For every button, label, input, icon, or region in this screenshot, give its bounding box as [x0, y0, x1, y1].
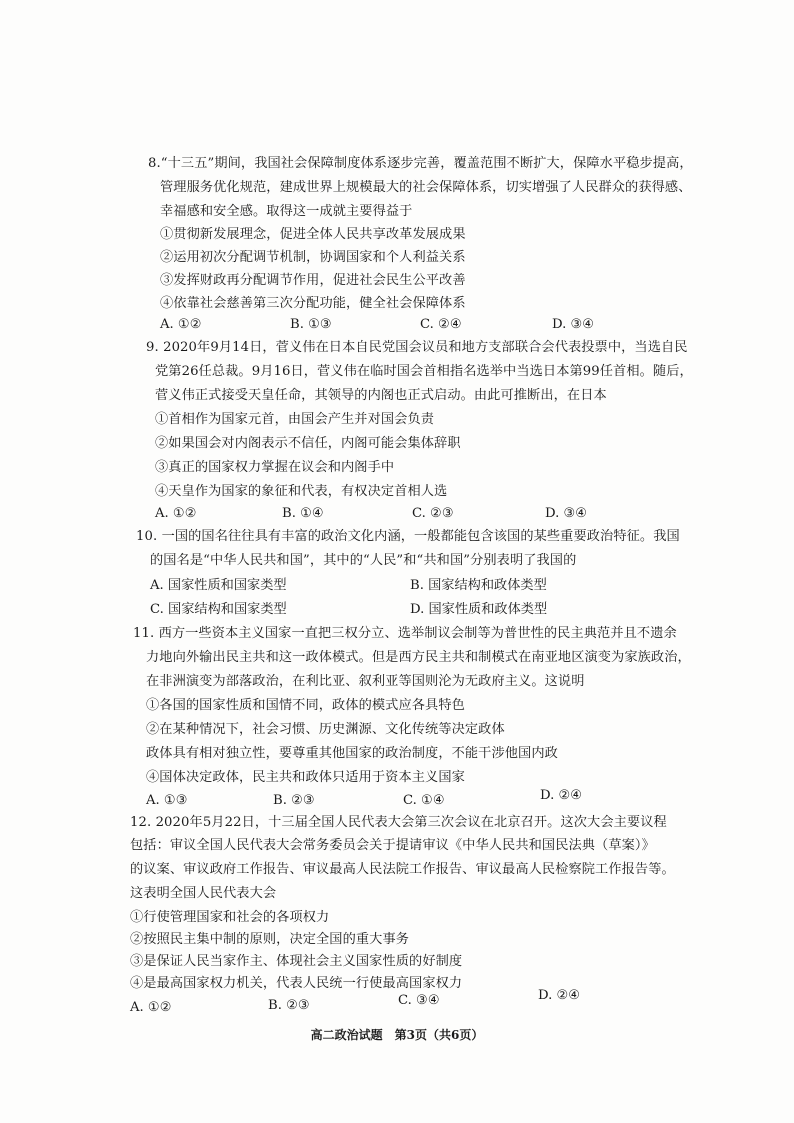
- statement-item: 政体具有相对独立性，要尊重其他国家的政治制度，不能干涉他国内政: [146, 746, 558, 761]
- question-10-line: 的国名是“中华人民共和国”，其中的“人民”和“共和国”分别表明了我国的: [150, 553, 577, 568]
- statement-item: ④国体决定政体，民主共和政体只适用于资本主义国家: [146, 770, 465, 785]
- option-b: B. ①④: [282, 506, 324, 521]
- question-12-line: 的议案、审议政府工作报告、审议最高人民法院工作报告、审议最高人民检察院工作报告等。: [130, 862, 675, 877]
- question-11-line: 在非洲演变为部落政治，在利比亚、叙利亚等国则沦为无政府主义。这说明: [146, 674, 585, 689]
- option-c: C. 国家结构和国家类型: [150, 602, 287, 617]
- statement-item: ①首相作为国家元首，由国会产生并对国会负责: [155, 412, 435, 427]
- question-12-line: 这表明全国人民代表大会: [130, 886, 277, 901]
- question-8-line: 8.“十三五”期间，我国社会保障制度体系逐步完善，覆盖范围不断扩大，保障水平稳步提高，: [148, 156, 693, 171]
- option-a: A. ①②: [155, 506, 197, 521]
- question-9-line: 党第26任总裁。9月16日，菅义伟在临时国会首相指名选举中当选日本第99任首相。随后，: [155, 364, 693, 379]
- question-8-line: 幸福感和安全感。取得这一成就主要得益于: [160, 204, 413, 219]
- option-b: B. 国家结构和政体类型: [410, 578, 547, 593]
- option-b: B. ②③: [273, 793, 315, 808]
- statement-item: ③真正的国家权力掌握在议会和内阁手中: [155, 460, 395, 475]
- option-a: A. 国家性质和国家类型: [150, 578, 287, 593]
- statement-item: ①贯彻新发展理念，促进全体人民共享改革发展成果: [160, 227, 466, 242]
- statement-item: ③发挥财政再分配调节作用，促进社会民生公平改善: [160, 273, 466, 288]
- option-d: D. ②④: [540, 788, 583, 803]
- option-d: D. ③④: [545, 506, 588, 521]
- question-11-line: 11. 西方一些资本主义国家一直把三权分立、选举制议会制等为普世性的民主典范并且不遗余: [133, 626, 677, 641]
- statement-item: ②按照民主集中制的原则，决定全国的重大事务: [130, 932, 410, 947]
- question-9-line: 9. 2020年9月14日，菅义伟在日本自民党国会议员和地方支部联合会代表投票中，当选自民: [146, 340, 688, 355]
- statement-item: ③是保证人民当家作主、体现社会主义国家性质的好制度: [130, 954, 463, 969]
- statement-item: ④天皇作为国家的象征和代表，有权决定首相人选: [155, 484, 448, 499]
- option-a: A. ①③: [146, 793, 188, 808]
- option-b: B. ①③: [290, 317, 332, 332]
- statement-item: ②如果国会对内阁表示不信任，内阁可能会集体辞职: [155, 436, 461, 451]
- question-11-line: 力地向外输出民主共和这一政体模式。但是西方民主共和制模式在南亚地区演变为家族政治，: [146, 650, 691, 665]
- statement-item: ④是最高国家权力机关，代表人民统一行使最高国家权力: [130, 976, 463, 991]
- question-9-line: 菅义伟正式接受天皇任命，其领导的内阁也正式启动。由此可推断出，在日本: [155, 388, 607, 403]
- option-d: D. ③④: [552, 317, 595, 332]
- statement-item: ②在某种情况下，社会习惯、历史渊源、文化传统等决定政体: [146, 722, 505, 737]
- option-c: C. ②③: [412, 506, 454, 521]
- page-footer: 高二政治试题 第3页（共6页）: [310, 1028, 484, 1042]
- option-b: B. ②③: [268, 998, 310, 1013]
- question-10-line: 10. 一国的国名往往具有丰富的政治文化内涵，一般都能包含该国的某些重要政治特征。我国: [136, 529, 680, 544]
- option-c: C. ①④: [403, 793, 445, 808]
- question-12-line: 12. 2020年5月22日，十三届全国人民代表大会第三次会议在北京召开。这次大会主要议程: [130, 815, 667, 830]
- option-a: A. ①②: [160, 317, 202, 332]
- option-d: D. 国家性质和政体类型: [410, 602, 548, 617]
- question-8-line: 管理服务优化规范，建成世界上规模最大的社会保障体系，切实增强了人民群众的获得感、: [160, 180, 692, 195]
- option-c: C. ③④: [398, 993, 440, 1008]
- statement-item: ②运用初次分配调节机制，协调国家和个人利益关系: [160, 250, 466, 265]
- question-12-line: 包括：审议全国人民代表大会常务委员会关于提请审议《中华人民共和国民法典（草案）》: [130, 838, 655, 853]
- statement-item: ①各国的国家性质和国情不同，政体的模式应各具特色: [146, 698, 465, 713]
- statement-item: ①行使管理国家和社会的各项权力: [130, 910, 330, 925]
- option-c: C. ②④: [420, 317, 462, 332]
- statement-item: ④依靠社会慈善第三次分配功能，健全社会保障体系: [160, 296, 466, 311]
- option-a: A. ①②: [130, 1000, 172, 1015]
- option-d: D. ②④: [538, 988, 581, 1003]
